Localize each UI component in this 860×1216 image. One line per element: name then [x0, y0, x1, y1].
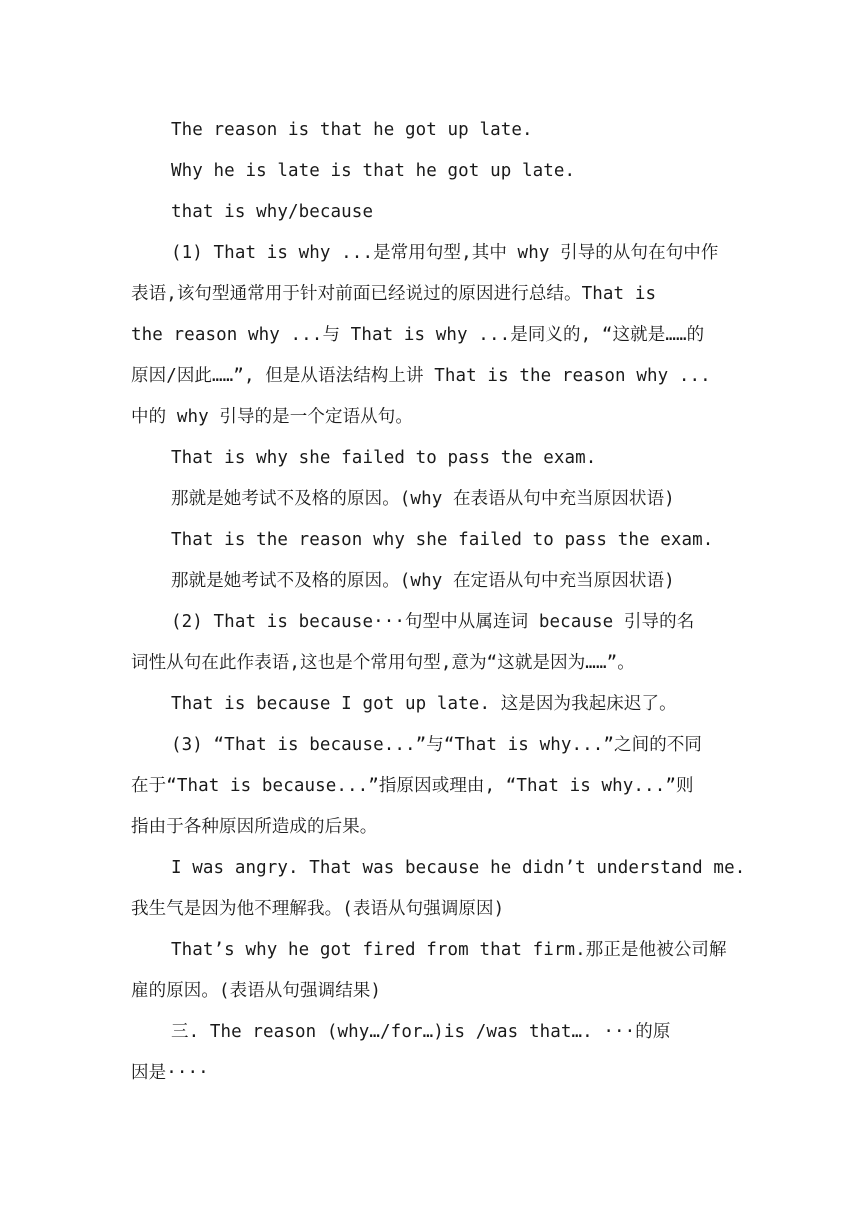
example-sentence: That is because I got up late. 这是因为我起床迟了。 [171, 694, 677, 714]
paragraph-line: 原因/因此……”, 但是从语法结构上讲 That is the reason why ... [131, 366, 711, 386]
example-sentence: That’s why he got fired from that firm.那正是他被公司解 [171, 940, 727, 960]
paragraph-line: 词性从句在此作表语,这也是个常用句型,意为“这就是因为……”。 [131, 653, 635, 673]
paragraph-line: the reason why ...与 That is why ...是同义的, “这就是……的 [131, 325, 705, 345]
paragraph-line: 指由于各种原因所造成的后果。 [131, 817, 378, 837]
paragraph-line: (1) That is why ...是常用句型,其中 why 引导的从句在句中作 [171, 243, 719, 263]
example-translation: 雇的原因。(表语从句强调结果) [131, 981, 382, 1001]
paragraph-line: 在于“That is because...”指原因或理由, “That is why...”则 [131, 776, 694, 796]
paragraph-line: (2) That is because···句型中从属连词 because 引导的名 [171, 612, 695, 632]
example-sentence: That is why she failed to pass the exam. [171, 448, 597, 468]
paragraph-line: 表语,该句型通常用于针对前面已经说过的原因进行总结。That is [131, 284, 657, 304]
section-heading: 因是···· [131, 1063, 209, 1083]
example-sentence: That is the reason why she failed to pass the exam. [171, 530, 714, 550]
text-line: Why he is late is that he got up late. [171, 161, 576, 181]
section-heading: 三. The reason (why…/for…)is /was that…. ···的原 [171, 1022, 671, 1042]
text-line: The reason is that he got up late. [171, 120, 533, 140]
text-line: that is why/because [171, 202, 374, 222]
example-translation: 那就是她考试不及格的原因。(why 在定语从句中充当原因状语) [171, 571, 675, 591]
paragraph-line: (3) “That is because...”与“That is why...”之间的不同 [171, 735, 703, 755]
example-sentence: I was angry. That was because he didn’t understand me. [171, 858, 746, 878]
example-translation: 那就是她考试不及格的原因。(why 在表语从句中充当原因状语) [171, 489, 675, 509]
paragraph-line: 中的 why 引导的是一个定语从句。 [131, 407, 413, 427]
example-translation: 我生气是因为他不理解我。(表语从句强调原因) [131, 899, 505, 919]
